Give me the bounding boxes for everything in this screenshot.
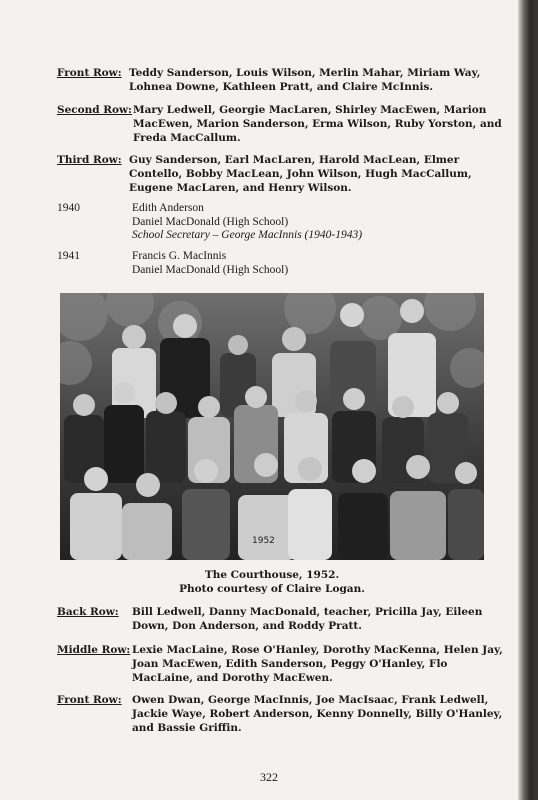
row-label: Front Row: xyxy=(57,67,122,79)
page-binding-edge xyxy=(518,0,538,800)
row-label: Back Row: xyxy=(57,606,119,618)
caption-row-third xyxy=(57,153,507,195)
caption-row-middle xyxy=(57,643,507,685)
teacher-name: Edith Anderson xyxy=(132,202,204,214)
year-label: 1940 xyxy=(57,202,80,214)
year-label: 1941 xyxy=(57,250,80,262)
class-photo xyxy=(60,293,484,560)
year-entry-1941 xyxy=(57,250,497,277)
caption-row-front-2 xyxy=(57,693,507,735)
row-names: Guy Sanderson, Earl MacLaren, Harold MacLean, Elmer Contello, Bobby MacLean, John Wilson, Hugh MacCallum, Eugene MacLaren, and Henry Wilson. xyxy=(129,154,472,194)
row-label: Second Row: xyxy=(57,104,132,116)
caption-row-front-1 xyxy=(57,66,507,94)
row-names: Mary Ledwell, Georgie MacLaren, Shirley MacEwen, Marion MacEwen, Marion Sanderson, Erma Wilson, Ruby Yorston, and Freda MacCallum. xyxy=(133,104,502,144)
row-label: Front Row: xyxy=(57,694,122,706)
photo-caption-credit: Photo courtesy of Claire Logan. xyxy=(179,583,365,595)
row-names: Teddy Sanderson, Louis Wilson, Merlin Mahar, Miriam Way, Lohnea Downe, Kathleen Pratt, and Claire McInnis. xyxy=(129,67,481,93)
row-names: Owen Dwan, George MacInnis, Joe MacIsaac, Frank Ledwell, Jackie Waye, Robert Anderson, Kenny Donnelly, Billy O'Hanley, and Bassie Griffin. xyxy=(132,694,503,734)
row-names: Lexie MacLaine, Rose O'Hanley, Dorothy MacKenna, Helen Jay, Joan MacEwen, Edith Sanderson, Peggy O'Hanley, Flo MacLaine, and Dorothy MacEwen. xyxy=(132,644,503,684)
photo-caption-title: The Courthouse, 1952. xyxy=(204,569,340,581)
page-number: 322 xyxy=(260,770,278,784)
teacher-name: Daniel MacDonald (High School) xyxy=(132,263,289,276)
row-label: Third Row: xyxy=(57,154,122,166)
caption-row-second xyxy=(57,103,507,145)
secretary-note: School Secretary – George MacInnis (1940-1943) xyxy=(132,229,363,241)
teacher-name: Daniel MacDonald (High School) xyxy=(132,215,289,228)
row-label: Middle Row: xyxy=(57,644,131,656)
row-names: Bill Ledwell, Danny MacDonald, teacher, Pricilla Jay, Eileen Down, Don Anderson, and Roddy Pratt. xyxy=(132,606,483,632)
teacher-name: Francis G. MacInnis xyxy=(132,250,227,262)
photo-board-text: 1952 xyxy=(252,536,275,546)
year-entry-1940 xyxy=(57,202,497,243)
caption-row-back xyxy=(57,605,507,633)
